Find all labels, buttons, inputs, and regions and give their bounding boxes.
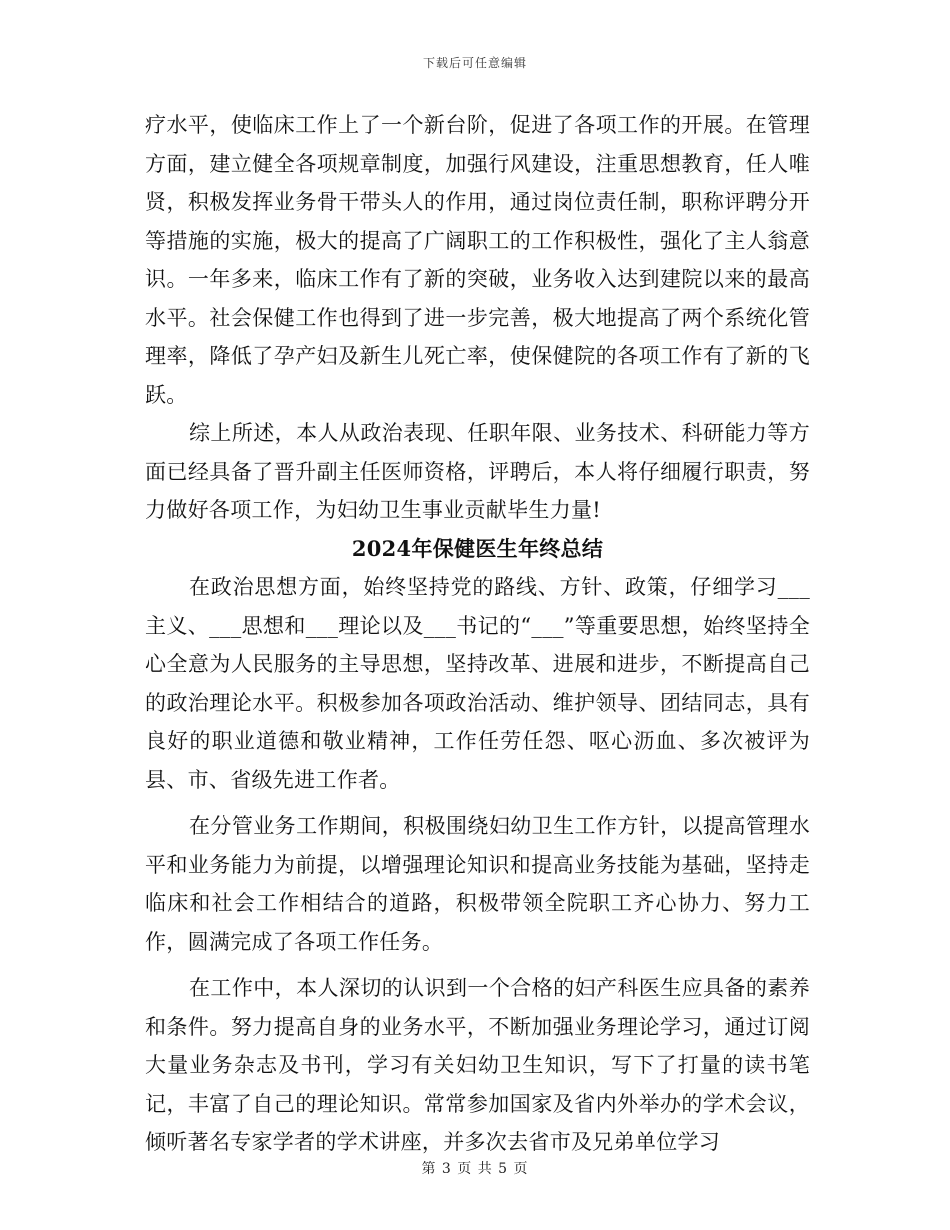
section-title: 2024年保健医生年终总结: [351, 535, 604, 561]
paragraph-conclusion: 综上所述，本人从政治表现、任职年限、业务技术、科研能力等方面已经具备了晋升副主任医师资格，评聘后，本人将仔细履行职责，努力做好各项工作，为妇幼卫生事业贡献毕生力量!: [145, 421, 810, 522]
page-footer: 第 3 页 共 5 页: [421, 1161, 529, 1177]
document-body: [145, 106, 810, 1162]
paragraph-management: 在分管业务工作期间，积极围绕妇幼卫生工作方针，以提高管理水平和业务能力为前提，以增强理论知识和提高业务技能为基础，坚持走临床和社会工作相结合的道路，积极带领全院职工齐心协力、努力工作，圆满完成了各项工作任务。: [145, 814, 810, 954]
paragraph-political: 在政治思想方面，始终坚持党的路线、方针、政策，仔细学习___主义、___思想和___理论以及___书记的“___”等重要思想，始终坚持全心全意为人民服务的主导思想，坚持改革、进展和进步，不断提高自己的政治理论水平。积极参加各项政治活动、维护领导、团结同志，具有良好的职业道德和敬业精神，工作任劳任怨、呕心沥血、多次被评为县、市、省级先进工作者。: [145, 575, 810, 792]
paragraph-continuation: 疗水平，使临床工作上了一个新台阶，促进了各项工作的开展。在管理方面，建立健全各项规章制度，加强行风建设，注重思想教育，任人唯贤，积极发挥业务骨干带头人的作用，通过岗位责任制，职称评聘分开等措施的实施，极大的提高了广阔职工的工作积极性，强化了主人翁意识。一年多来，临床工作有了新的突破，业务收入达到建院以来的最高水平。社会保健工作也得到了进一步完善，极大地提高了两个系统化管理率，降低了孕产妇及新生儿死亡率，使保健院的各项工作有了新的飞跃。: [145, 113, 810, 407]
page-header: 下载后可任意编辑: [422, 56, 527, 70]
paragraph-work: 在工作中，本人深切的认识到一个合格的妇产科医生应具备的素养和条件。努力提高自身的业务水平，不断加强业务理论学习，通过订阅大量业务杂志及书刊，学习有关妇幼卫生知识，写下了打量的读书笔记，丰富了自己的理论知识。常常参加国家及省内外举办的学术会议，倾听著名专家学者的学术讲座，并多次去省市及兄弟单位学习: [145, 976, 810, 1154]
